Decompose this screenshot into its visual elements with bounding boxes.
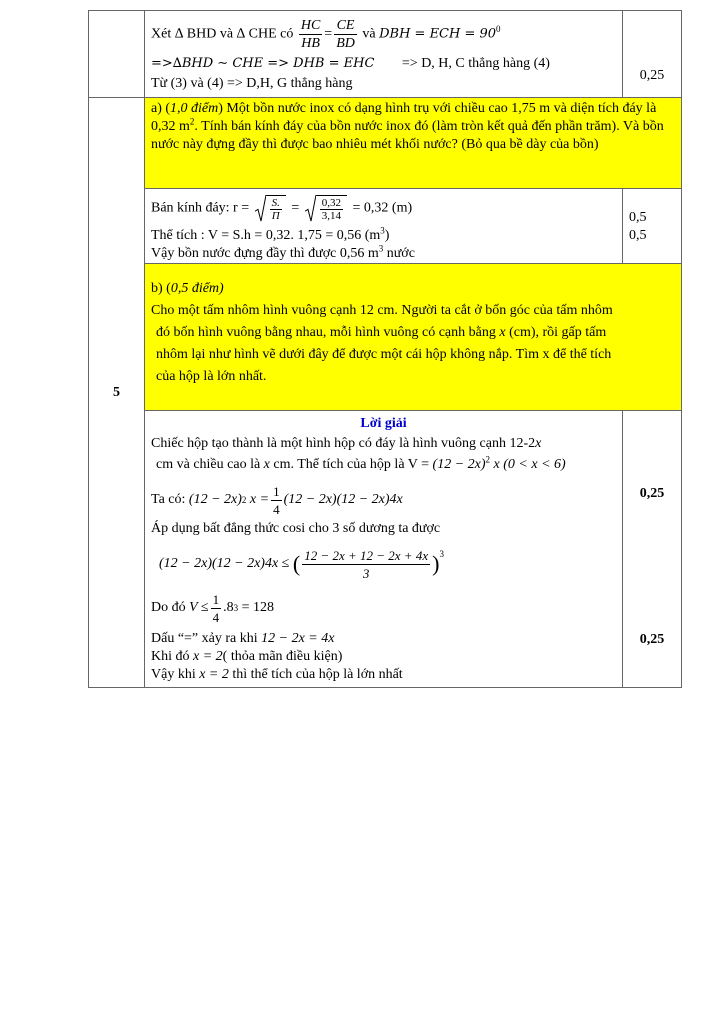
table-row-previous-solution — [89, 11, 682, 98]
volume-conclusion: Vậy bồn nước đựng đầy thì được 0,56 $m^3$ nước — [151, 243, 415, 261]
math-expression: (12 − 2x) — [432, 457, 486, 472]
solution-cell-top — [145, 11, 623, 98]
answer-table — [88, 10, 682, 688]
sqrt-values: $\frac{0,32}{3,14}$ — [305, 195, 347, 222]
text: Xét ∆ BHD và ∆ CHE có — [151, 26, 294, 42]
inequality-line: (12 − 2x)(12 − 2x)4x ≤ ( $\frac{12 - 2x + 12 - 2x + 4x}{3}$ ) $^3$ — [159, 547, 444, 581]
equation-line: Ta có: (12 − 2x) 2 x = $\frac{1}{4}$ (12 − 2x)(12 − 2x)4x — [151, 483, 403, 517]
line-triangles — [151, 17, 616, 55]
table-row-part-a-solution — [89, 189, 682, 264]
part-b-score-cell — [623, 411, 682, 688]
equals-sign: = — [324, 26, 333, 42]
table-row-part-b-question — [89, 264, 682, 411]
table-row-part-b-solution — [89, 411, 682, 688]
angle-equation: DBH = ECH = 90 — [379, 26, 497, 42]
part-a-score-cell — [623, 189, 682, 264]
points-label: 0,5 điểm) — [170, 281, 224, 296]
line-conclusion: Từ (3) và (4) => D,H, G thẳng hàng — [151, 76, 353, 91]
similarity-text: =>∆BHD ∼ CHE => DHB = EHC — [151, 56, 375, 71]
part-a-solution-cell — [145, 189, 623, 264]
score: 0,25 — [639, 632, 665, 647]
score-cell-top — [623, 11, 682, 98]
part-a-question-cell: a) (1,0 điểm) Một bồn nước inox có dạng hình trụ với chiều cao 1,75 m và diện tích đáy là 0,32 $m^2$. Tính bán kính đáy của bồn nước inox đó (làm tròn kết quả đến phần trăm). Và bồn nước này đựng đầy thì được bao nhiêu mét khối nước? (Bỏ qua bề dày của bồn) — [145, 98, 682, 189]
fraction-hc-hb: $\frac{HC}{HB}$ — [300, 18, 321, 51]
score: 0,5 — [629, 228, 647, 243]
bound-line: Do đó V ≤ $\frac{1}{4}$ .8 3 = 128 — [151, 591, 275, 625]
fraction-ce-bd: $\frac{CE}{BD}$ — [336, 18, 355, 51]
score: 0,5 — [629, 210, 647, 225]
text: => D, H, C thẳng hàng (4) — [401, 56, 550, 71]
volume-line: Thể tích : V = S.h = 0,32. 1,75 = 0,56 $(m^3)$ — [151, 225, 390, 243]
solution-title: Lời giải — [360, 416, 407, 431]
score: 0,25 — [639, 68, 665, 83]
degree-superscript: 0 — [496, 24, 501, 35]
table-row-part-a-question — [89, 98, 682, 189]
sqrt-s-pi: $\frac{S.}{\Pi}$ — [255, 195, 286, 222]
number-cell-empty — [89, 11, 145, 98]
points-label: 1,0 điểm — [170, 101, 219, 116]
score: 0,25 — [639, 486, 665, 501]
line-similar — [151, 55, 616, 75]
part-b-question-cell: b) (0,5 điểm) Cho một tấm nhôm hình vuông cạnh 12 cm. Người ta cắt ở bốn góc của tấm nhôm đó bốn hình vuông bằng nhau, mỗi hình vuông có cạnh bằng x (cm), rồi gấp tấm nhôm lại như hình vẽ dưới đây để được một cái hộp không nắp. Tìm x để thể tích của hộp là lớn nhất. — [145, 264, 682, 411]
question-number: 5 — [89, 98, 145, 688]
radius-line: Bán kính đáy: r = $\frac{S.}{\Pi}$ = $\frac{0,32}{3,14}$ = 0,32 (m) — [151, 197, 413, 222]
text: và — [362, 26, 376, 42]
part-b-solution-cell: Lời giải Chiếc hộp tạo thành là một hình hộp có đáy là hình vuông cạnh 12-2x cm và chiều cao là x cm. Thể tích của hộp là $V = (12 - 2x)^2$ x (0 < x < 6) Ta có: (12 − 2x) 2 x = $\frac{1}{4}$ (12 − 2x)(12 − 2x)4x Áp dụng bất đẳng thức cosi cho 3 số dương ta được (12 − 2x)(12 − 2x)4x ≤ ( $\frac{12 - 2x + 12 - 2x + 4x}{3}$ ) $^3$ Do đó V ≤ $\frac{1}{4}$ .8 3 = 128 Dấu “=” xảy ra khi 12 − 2x = 4x Khi đó x = 2( thỏa mãn điều kiện) Vậy khi x = 2 thì thể tích của hộp là lớn nhất — [145, 411, 623, 688]
